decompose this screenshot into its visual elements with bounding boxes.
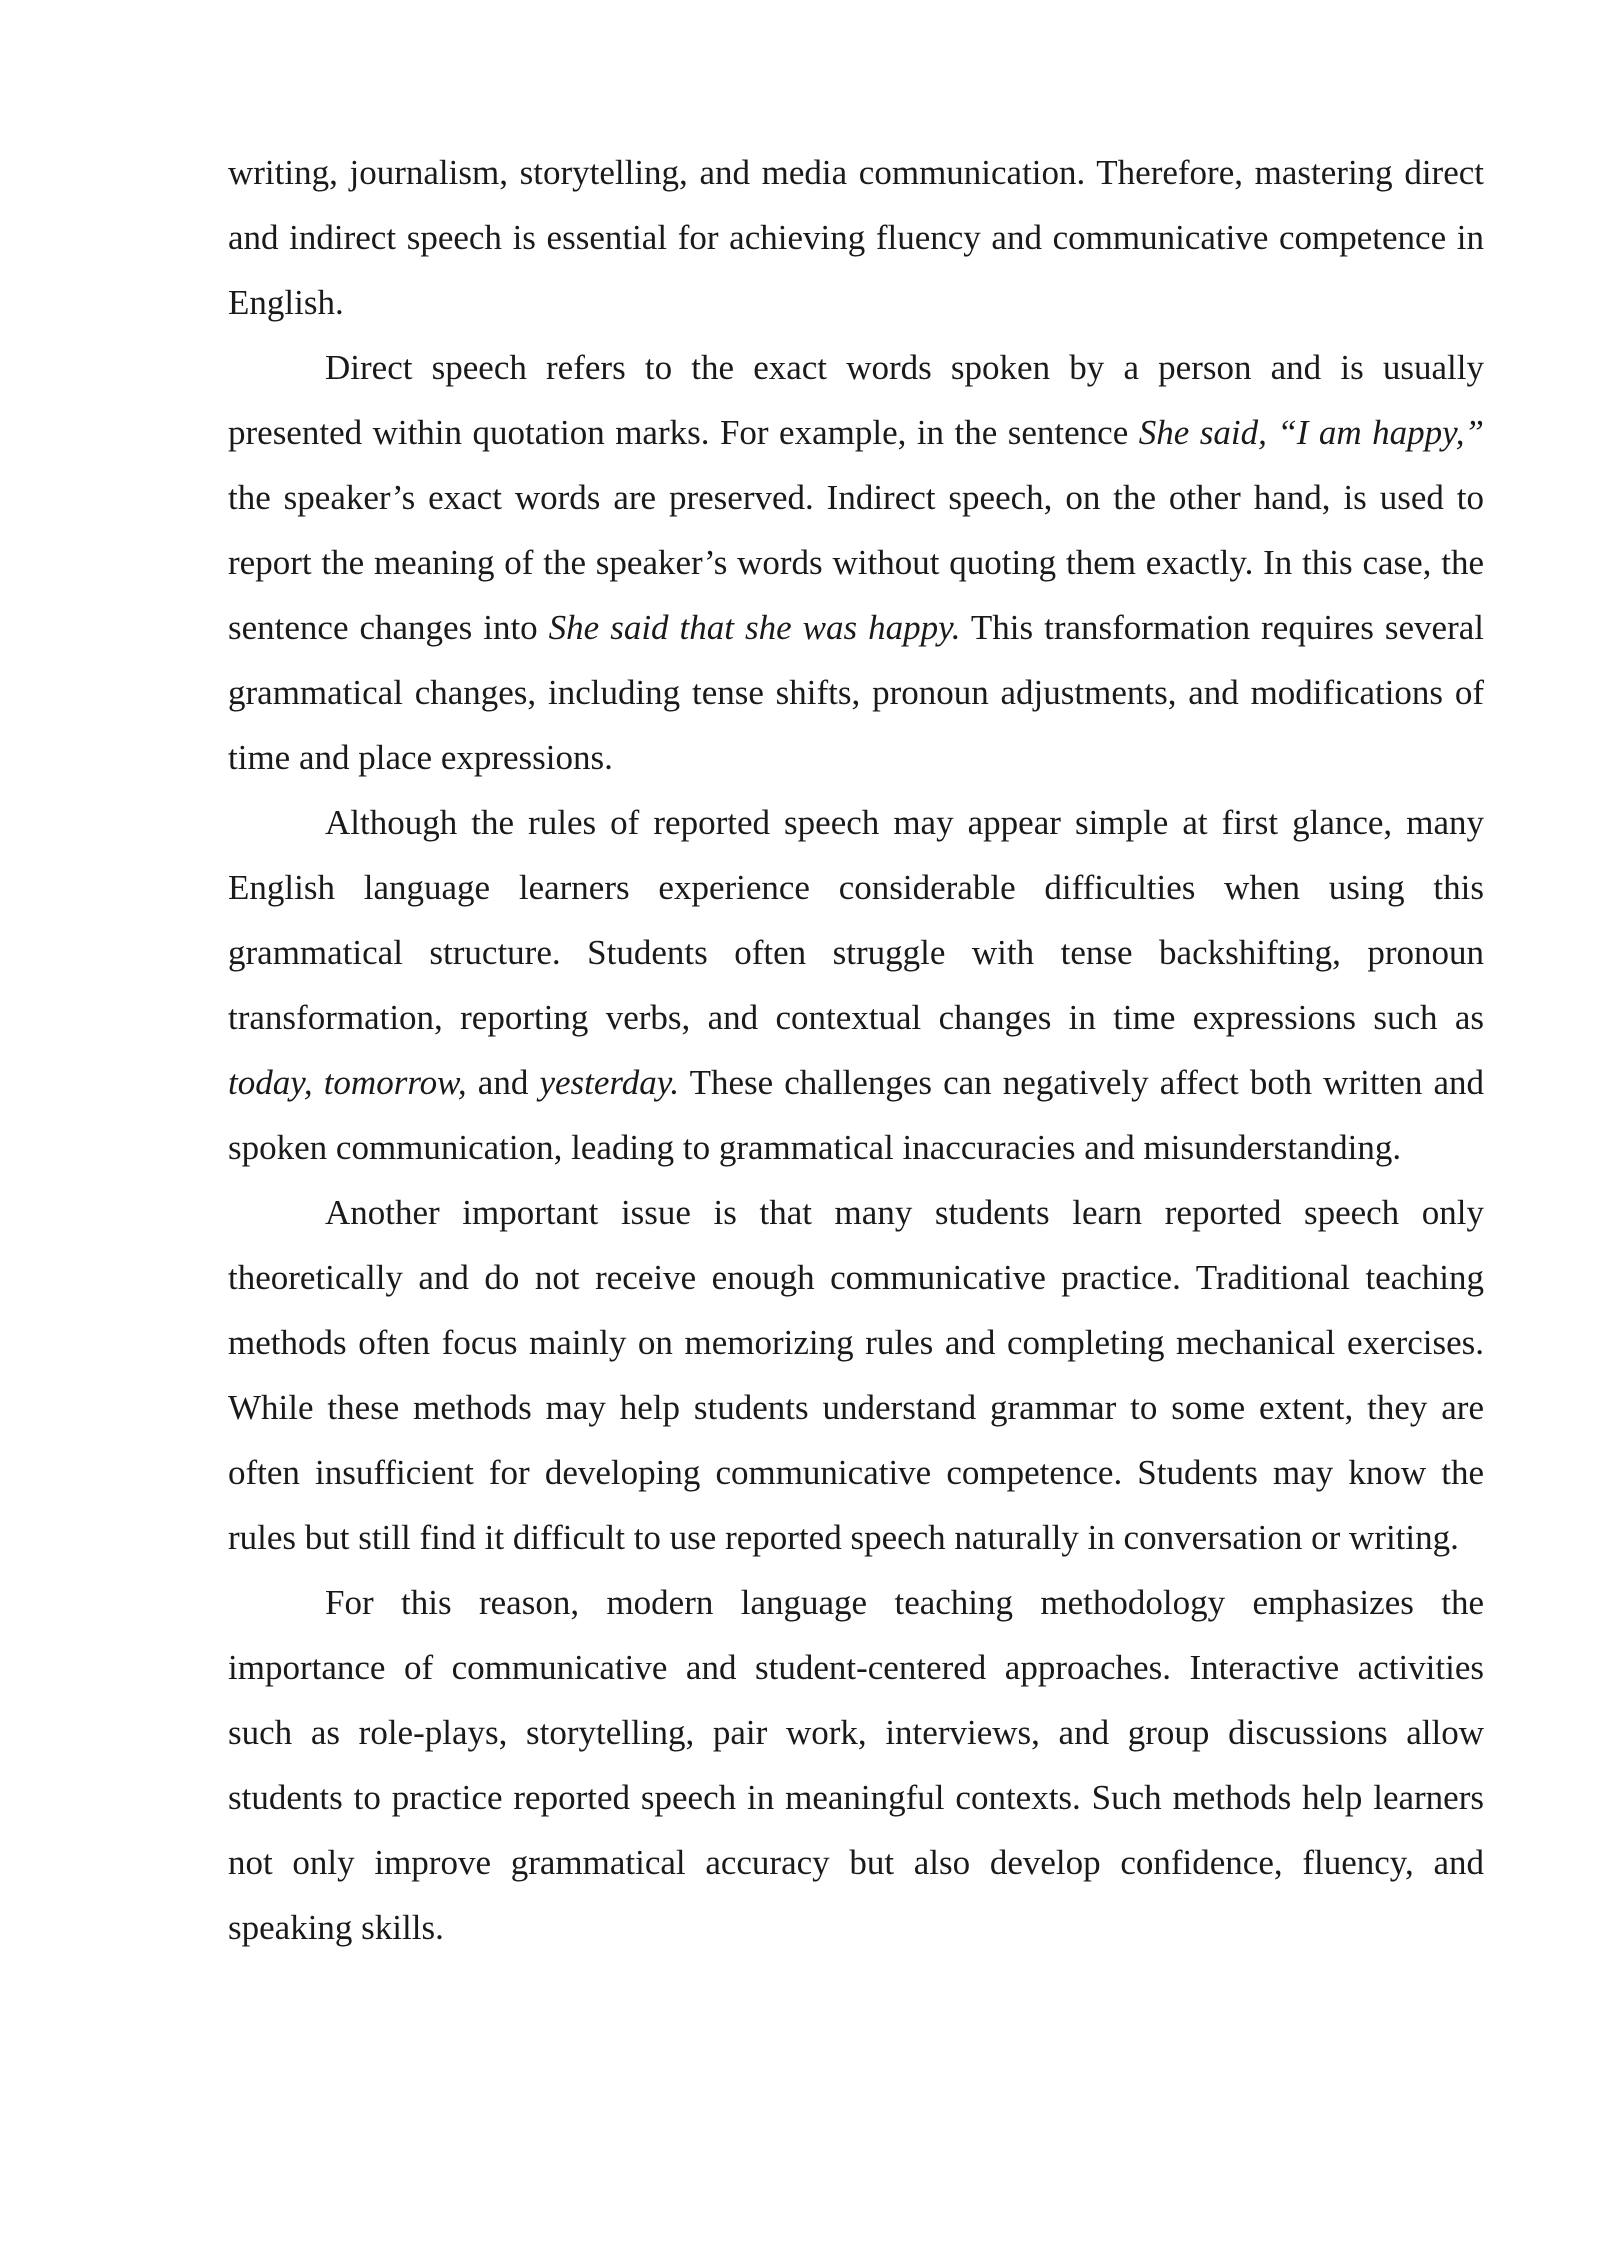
italic-example-direct: She said, “I am happy,” — [1138, 413, 1484, 452]
paragraph-text: For this reason, modern language teaching methodology emphasizes the importance of communicative and student-centered approaches. Interactive activities such as role-plays, storytelling, pair work, interviews, and group discussions allow students to practice reported speech in meaningful contexts. Such methods help learners not only improve grammatical accuracy but also develop confidence, fluency, and speaking skills. — [228, 1583, 1484, 1947]
paragraph-text: writing, journalism, storytelling, and media communication. Therefore, mastering direct and indirect speech is essential for achieving fluency and communicative competence in English. — [228, 153, 1484, 322]
document-page — [228, 140, 1484, 1960]
italic-yesterday: yesterday. — [539, 1063, 680, 1102]
paragraph-text: This transformation requires several grammatical changes, including tense shifts, pronoun adjustments, and modifications of time and place expressions. — [228, 608, 1484, 777]
paragraph-1 — [228, 140, 1484, 335]
paragraph-4 — [228, 1180, 1484, 1570]
paragraph-text: the speaker’s exact words are preserved. Indirect speech, on the other hand, is used to report the meaning of the speaker’s words without quoting them exactly. In this case, the sentence changes into — [228, 478, 1484, 647]
italic-time-expressions: today, tomorrow, — [228, 1063, 467, 1102]
italic-example-indirect: She said that she was happy. — [548, 608, 961, 647]
paragraph-2 — [228, 335, 1484, 790]
paragraph-text: These challenges can negatively affect both written and spoken communication, leading to grammatical inaccuracies and misunderstanding. — [228, 1063, 1484, 1167]
paragraph-3 — [228, 790, 1484, 1180]
paragraph-text: Another important issue is that many students learn reported speech only theoretically and do not receive enough communicative practice. Traditional teaching methods often focus mainly on memorizing rules and completing mechanical exercises. While these methods may help students understand grammar to some extent, they are often insufficient for developing communicative competence. Students may know the rules but still find it difficult to use reported speech naturally in conversation or writing. — [228, 1193, 1484, 1557]
paragraph-text: Direct speech refers to the exact words spoken by a person and is usually presented within quotation marks. For example, in the sentence — [228, 348, 1484, 452]
paragraph-text: and — [466, 1063, 540, 1102]
paragraph-text: Although the rules of reported speech may appear simple at first glance, many English language learners experience considerable difficulties when using this grammatical structure. Students often struggle with tense backshifting, pronoun transformation, reporting verbs, and contextual changes in time expressions such as — [228, 803, 1484, 1037]
paragraph-5 — [228, 1570, 1484, 1960]
